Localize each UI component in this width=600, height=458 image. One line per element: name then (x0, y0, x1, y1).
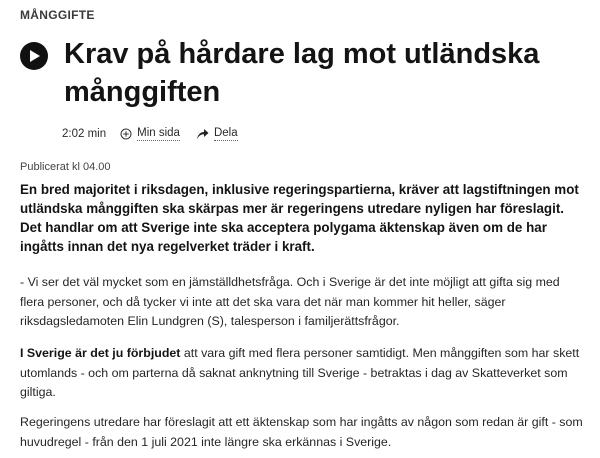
plus-circle-icon (120, 128, 132, 140)
my-page-button[interactable] (120, 127, 180, 141)
meta-row (62, 126, 254, 142)
body-paragraph-2 (20, 344, 585, 403)
my-page-label: Min sida (137, 127, 180, 139)
audio-duration: 2:02 min (62, 128, 107, 140)
category-label[interactable]: MÅNGGIFTE (20, 8, 95, 22)
body-paragraph-1: - Vi ser det väl mycket som en jämställdhetsfråga. Och i Sverige är det inte möjligt att gifta sig med flera personer, och då tycker vi inte att det ska vara det när man kommer hit heller, säger riksdagsledamoten Elin Lundgren (S), talesperson i familjerättsfrågor. (20, 275, 560, 328)
body-paragraph-3: Regeringens utredare har föreslagit att ett äktenskap som har ingåtts av någon som redan är gift - som huvudregel - från den 1 juli 2021 inte längre ska erkännas i Sverige. (20, 415, 583, 449)
share-arrow-icon (196, 128, 209, 140)
headline: Krav på hårdare lag mot utländska månggiften (64, 38, 540, 108)
play-icon (27, 49, 41, 63)
share-label: Dela (213, 127, 238, 139)
play-button[interactable] (20, 42, 48, 70)
paragraph-2-text: att vara gift med flera personer samtidigt. Men månggiften som har skett utomlands - och om parterna då saknat anknytning till Sverige - betraktas i dag av Skatteverket som giltiga. (20, 346, 580, 399)
published-time: Publicerat kl 04.00 (20, 161, 111, 173)
lead-paragraph: En bred majoritet i riksdagen, inklusive regeringspartierna, kräver att lagstiftningen mot utländska månggiften ska skärpas mer är regeringens utredare nyligen har föreslagit. Det handlar om att Sverige inte ska acceptera polygama äktenskap även om de har ingåtts innan det nya regelverket träder i kraft. (20, 182, 579, 254)
paragraph-2-bold-intro: I Sverige är det ju förbjudet (20, 346, 181, 360)
share-button[interactable] (196, 127, 238, 141)
